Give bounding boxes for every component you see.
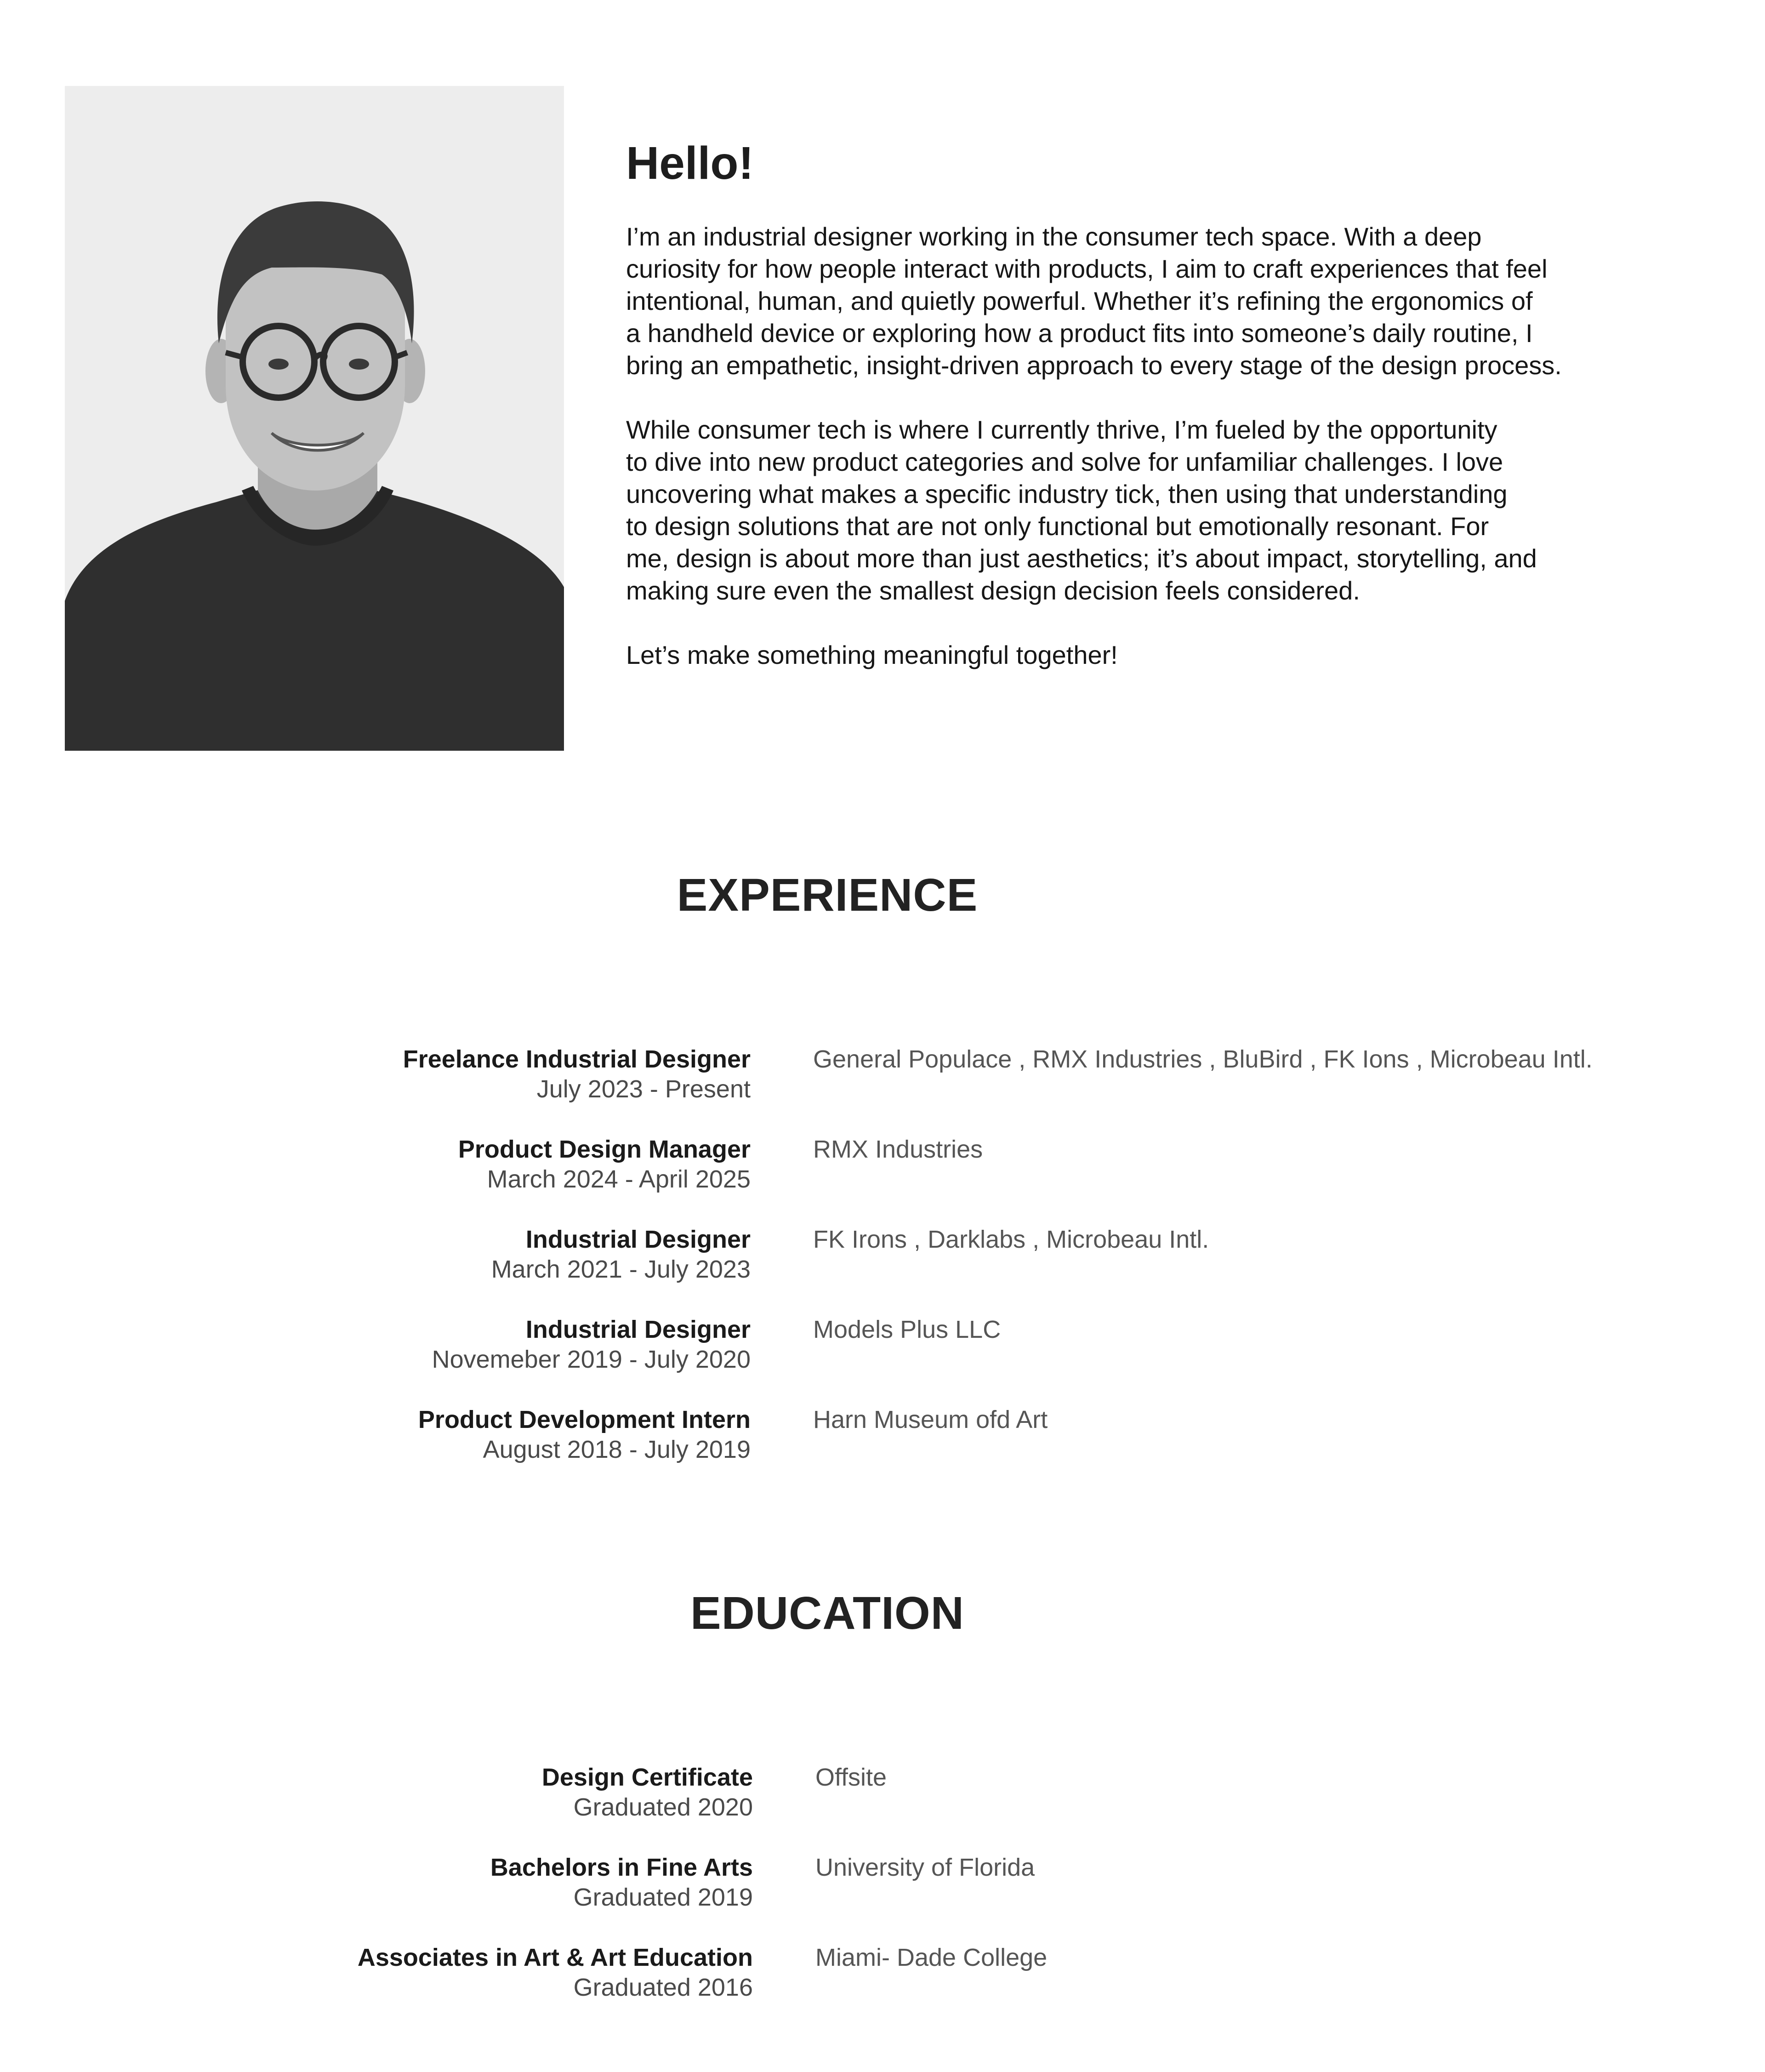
education-list (0, 1763, 1765, 2033)
profile-photo (65, 86, 564, 751)
experience-dates: March 2021 - July 2023 (491, 1256, 751, 1283)
experience-role: Industrial Designer (525, 1226, 751, 1253)
experience-entry (0, 1405, 1765, 1495)
education-degree-block (358, 1943, 753, 2003)
experience-company: Models Plus LLC (813, 1316, 1001, 1343)
intro-paragraph-2: While consumer tech is where I currently thrive, I’m fueled by the opportunity to dive into new product categories and solve for unfamiliar challenges. I love uncovering what makes a specific industry tick, then using that understanding to design solutions that are not only functional but emotionally resonant. For me, design is about more than just aesthetics; it’s about impact, storytelling, and making sure even the smallest design decision feels considered. (626, 415, 1537, 605)
experience-company: Harn Museum ofd Art (813, 1406, 1048, 1433)
education-degree-block (542, 1763, 753, 1822)
experience-role-block (418, 1405, 751, 1465)
experience-role: Freelance Industrial Designer (403, 1045, 751, 1073)
education-heading: EDUCATION (690, 1587, 964, 1639)
experience-role-block (458, 1135, 751, 1194)
education-school: University of Florida (815, 1854, 1035, 1881)
education-degree: Associates in Art & Art Education (357, 1944, 753, 1971)
person-portrait-illustration (65, 86, 564, 751)
intro-paragraph-1: I’m an industrial designer working in the consumer tech space. With a deep curiosity for how people interact with products, I aim to craft experiences that feel intentional, human, and quietly powerful. Whether it’s refining the ergonomics of a handheld device or exploring how a product fits into someone’s daily routine, I bring an empathetic, insight-driven approach to every stage of the design process. (626, 222, 1562, 380)
experience-dates: March 2024 - April 2025 (487, 1165, 751, 1193)
education-degree: Design Certificate (541, 1764, 753, 1791)
education-school: Miami- Dade College (815, 1944, 1048, 1971)
education-degree-block (490, 1853, 753, 1912)
experience-entry (0, 1045, 1765, 1135)
experience-company: FK Irons , Darklabs , Microbeau Intl. (813, 1226, 1209, 1253)
education-dates: Graduated 2016 (573, 1974, 753, 2001)
experience-heading: EXPERIENCE (677, 869, 978, 921)
experience-role: Industrial Designer (525, 1316, 751, 1343)
experience-company: General Populace , RMX Industries , BluBird , FK Ions , Microbeau Intl. (813, 1045, 1593, 1073)
education-school: Offsite (815, 1764, 887, 1791)
experience-dates: July 2023 - Present (536, 1075, 751, 1103)
experience-dates: Novemeber 2019 - July 2020 (432, 1346, 751, 1373)
experience-list (0, 1045, 1765, 1495)
education-degree: Bachelors in Fine Arts (490, 1854, 753, 1881)
education-entry (0, 1853, 1765, 1943)
experience-entry (0, 1225, 1765, 1315)
experience-role: Product Design Manager (458, 1136, 751, 1163)
education-dates: Graduated 2020 (573, 1793, 753, 1821)
experience-entry (0, 1135, 1765, 1225)
education-dates: Graduated 2019 (573, 1884, 753, 1911)
education-entry (0, 1943, 1765, 2033)
experience-role-block (403, 1045, 751, 1104)
experience-role-block (432, 1315, 751, 1375)
experience-role: Product Development Intern (418, 1406, 751, 1433)
greeting-heading: Hello! (626, 137, 754, 189)
intro-section (626, 138, 1628, 703)
education-entry (0, 1763, 1765, 1853)
intro-paragraph-3: Let’s make something meaningful together! (626, 640, 1118, 669)
experience-entry (0, 1315, 1765, 1405)
experience-company: RMX Industries (813, 1136, 983, 1163)
experience-dates: August 2018 - July 2019 (483, 1436, 751, 1463)
experience-role-block (491, 1225, 751, 1284)
